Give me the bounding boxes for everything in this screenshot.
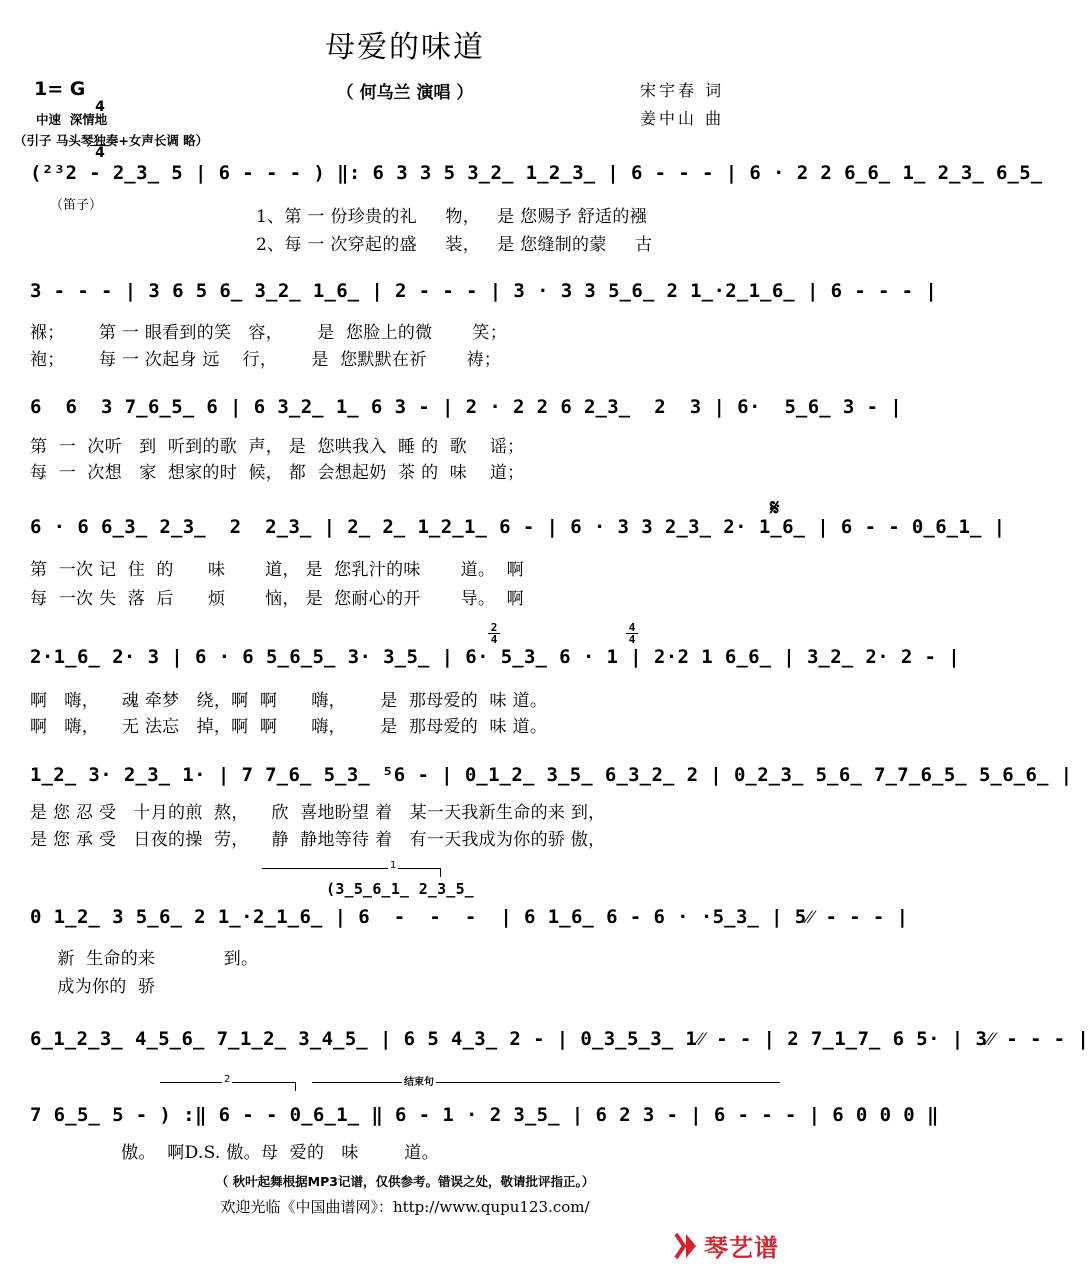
- volta-2-bracket: [160, 1074, 296, 1091]
- song-title: 母爱的味道: [325, 30, 485, 65]
- meter-top: 4: [95, 99, 105, 115]
- score-row-4-lyrics-1: 第 一次 记 住 的 味 道， 是 您乳汁的味 道。 啊: [30, 560, 524, 580]
- score-row-1-lyrics-1: 1、第 一 份珍贵的礼 物， 是 您赐予 舒适的襁: [256, 207, 647, 227]
- meter-bottom: 4: [90, 145, 110, 161]
- site-logo: [672, 1228, 779, 1263]
- transcriber-note: （ 秋叶起舞根据MP3记谱，仅供参考。错误之处，敬请批评指正。）: [215, 1174, 595, 1189]
- score-row-1-notes: (²³2 - 2̲3̲ 5 | 6 - - - ) ‖: 6 3 3 5 3̲2̲ 1̲2̲3̲ | 6 - - - | 6 · 2 2 6̲6̲ 1̲ 2̲3̲ 6̲5̲: [30, 162, 1043, 184]
- score-row-3-lyrics-1: 第 一 次听 到 听到的歌 声， 是 您哄我入 睡 的 歌 谣；: [30, 437, 525, 457]
- time-change-2-4: 2 4: [488, 622, 500, 645]
- score-row-6-lyrics-1: 是 您 忍 受 十月的煎 熬， 欣 喜地盼望 着 某一天我新生命的来 到，: [30, 803, 606, 823]
- singer: （ 何乌兰 演唱 ）: [336, 83, 474, 103]
- score-row-5-lyrics-1: 啊 嗨， 魂 牵梦 绕，啊 啊 嗨， 是 那母爱的 味 道。: [30, 691, 548, 711]
- score-row-7-lyrics-1: 新 生命的来 到。: [46, 949, 259, 969]
- score-row-4-lyrics-2: 每 一次 失 落 后 烦 恼， 是 您耐心的开 导。 啊: [30, 589, 524, 609]
- ending-bracket: [312, 1077, 780, 1091]
- score-row-4-notes: 6 · 6 6̲3̲ 2̲3̲ 2 2̲3̲ | 2̲ 2̲ 1̲2̲1̲ 6 - | 6 · 3 3 2̲3̲ 2· 1̲6̲ | 6 - - 0̲6̲1̲ |: [30, 516, 1006, 538]
- lyricist: 宋宇春 词: [640, 81, 725, 100]
- score-row-6-notes: 1̲2̲ 3· 2̲3̲ 1· | 7 7̲6̲ 5̲3̲ ⁵6 - | 0̲1̲2̲ 3̲5̲ 6̲3̲2̲ 2 | 0̲2̲3̲ 5̲6̲ 7̲7̲6̲5̲ 5̲6̲6̲ |: [30, 764, 1073, 786]
- logo-icon: [672, 1230, 700, 1262]
- score-row-7-lyrics-2: 成为你的 骄: [46, 977, 156, 997]
- ending-label: 结束句: [402, 1073, 436, 1088]
- score-row-2-notes: 3 - - - | 3 6 5 6̲ 3̲2̲ 1̲6̲ | 2 - - - | 3 · 3 3 5̲6̲ 2 1̲·2̲1̲6̲ | 6 - - - |: [30, 280, 938, 302]
- score-row-1-lyrics-2: 2、每 一 次穿起的盛 装， 是 您缝制的蒙 古: [256, 235, 653, 255]
- score-row-8-notes: 6̲1̲2̲3̲ 4̲5̲6̲ 7̲1̲2̲ 3̲4̲5̲ | 6 5 4̲3̲ 2 - | 0̲3̲5̲3̲ 1⁄⁄ - - | 2 7̲1̲7̲ 6 5· | 3⁄⁄ - - - |: [30, 1028, 1089, 1050]
- flute-label: （笛子）: [50, 198, 103, 213]
- intro-note: （引子 马头琴独奏+女声长调 略）: [14, 133, 209, 148]
- score-row-5-lyrics-2: 啊 嗨， 无 法忘 掉，啊 啊 嗨， 是 那母爱的 味 道。: [30, 717, 548, 737]
- score-row-5-notes: 2·1̲6̲ 2· 3 | 6 · 6 5̲6̲5̲ 3· 3̲5̲ | 6· 5̲3̲ 6 · 1 | 2·2 1 6̲6̲ | 3̲2̲ 2· 2 - |: [30, 646, 961, 668]
- site-url[interactable]: 欢迎光临《中国曲谱网》：http://www.qupu123.com/: [220, 1198, 590, 1216]
- score-row-3-lyrics-2: 每 一 次想 家 想家的时 候， 都 会想起奶 茶 的 味 道；: [30, 463, 525, 483]
- logo-text: 琴艺谱: [704, 1234, 779, 1262]
- volta-2-label: 2: [224, 1074, 231, 1085]
- score-row-9-notes: 7 6̲5̲ 5 - ) :‖ 6 - - 0̲6̲1̲ ‖ 6 - 1 · 2 3̲5̲ | 6 2 3 - | 6 - - - | 6 0 0 0 ‖: [30, 1104, 939, 1126]
- score-row-9-lyrics-1: 傲。 啊D.S. 傲。母 爱的 味 道。: [30, 1143, 439, 1163]
- score-row-2-lyrics-1: 褓； 第 一 眼看到的笑 容， 是 您脸上的微 笑；: [30, 323, 507, 343]
- composer: 姜中山 曲: [640, 109, 725, 128]
- score-row-2-lyrics-2: 袍； 每 一 次起身 远 行， 是 您默默在祈 祷；: [30, 350, 502, 370]
- score-row-3-notes: 6 6 3 7̲6̲5̲ 6 | 6 3̲2̲ 1̲ 6 3 - | 2 · 2 2 6 2̲3̲ 2 3 | 6· 5̲6̲ 3 - |: [30, 396, 903, 418]
- score-row-6-lyrics-2: 是 您 承 受 日夜的操 劳， 静 静地等待 着 有一天我成为你的骄 傲，: [30, 830, 606, 850]
- volta-1-label: 1: [390, 860, 397, 871]
- score-row-7-notes: 0 1̲2̲ 3 5̲6̲ 2 1̲·2̲1̲6̲ | 6 - - - | 6 1̲6̲ 6 - 6 · ·5̲3̲ | 5⁄⁄ - - - |: [30, 906, 909, 928]
- segno-icon: 𝄋: [770, 496, 780, 521]
- time-change-4-4: 4 4: [626, 622, 638, 645]
- key-signature: 1= G: [34, 78, 86, 100]
- volta-1-bracket: [262, 860, 441, 877]
- tempo-marking: 中速 深情地: [36, 112, 108, 127]
- score-row-7-upper: (3̲5̲6̲1̲ 2̲3̲5̲: [326, 880, 475, 898]
